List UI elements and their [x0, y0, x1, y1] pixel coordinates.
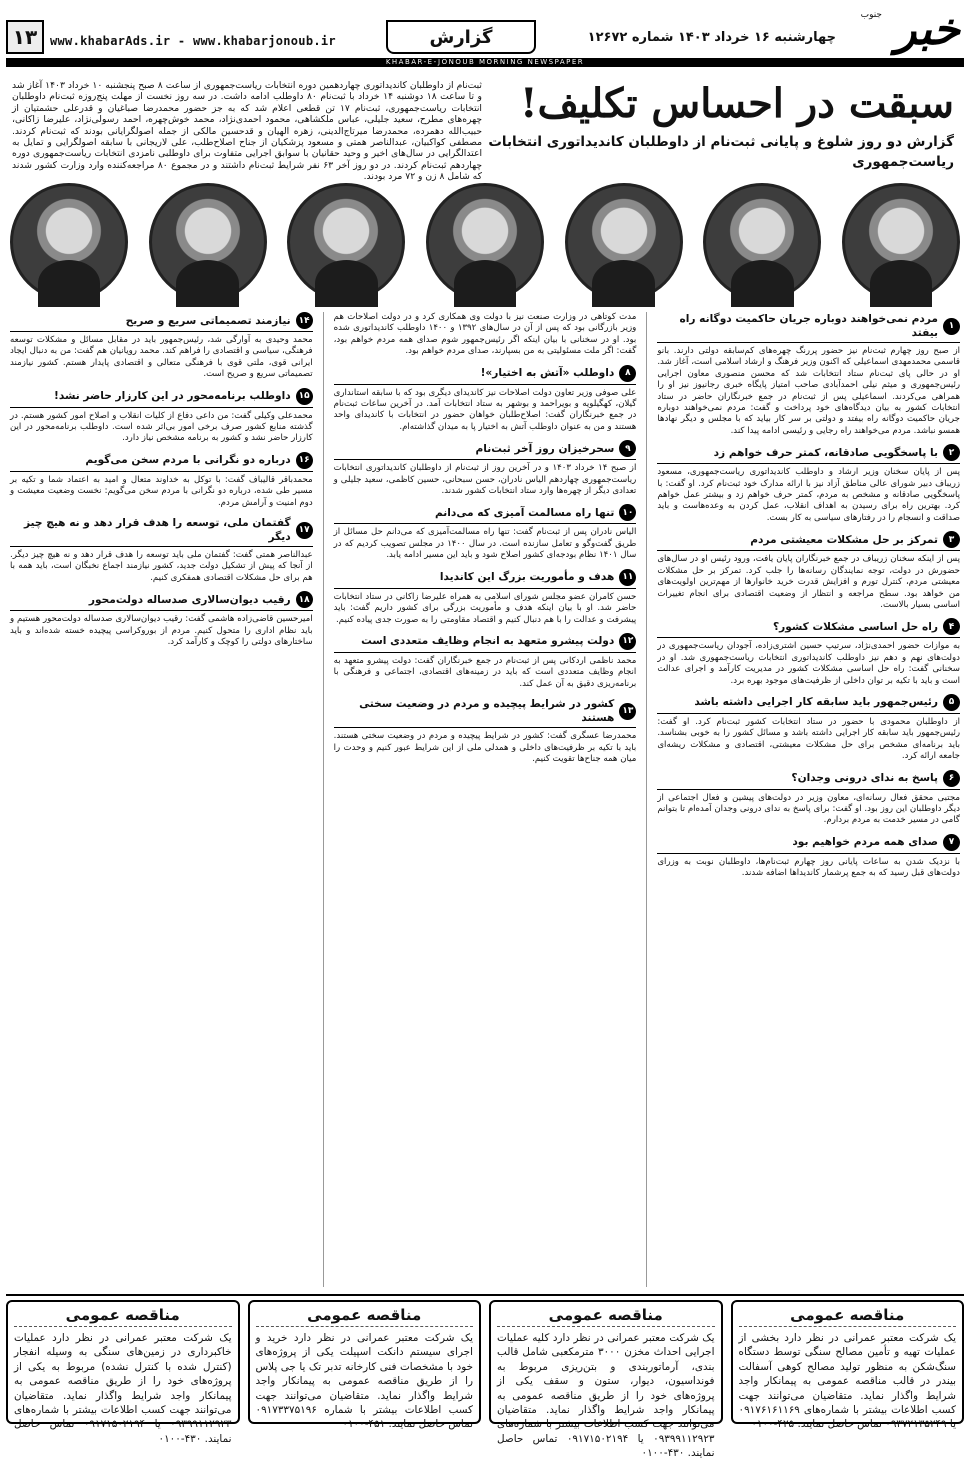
article-section [657, 531, 960, 611]
website-links[interactable]: www.khabarAds.ir - www.khabarjonoub.ir [50, 34, 336, 48]
article-section [657, 694, 960, 763]
section-title: داوطلب برنامه‌محور در این کارزار حاضر نشد! [54, 390, 291, 403]
section-title: داوطلب «آتش به اختیار»! [480, 367, 615, 380]
section-title: دولت پیشرو متعهد به انجام وظایف متعددی است [361, 635, 615, 648]
section-title: تمرکز بر حل مشکلات معیشتی مردم [750, 533, 938, 546]
issue-date: چهارشنبه ۱۶ خرداد ۱۴۰۳ شماره ۱۲۶۷۲ [587, 30, 836, 45]
section-number-badge: ۸ [619, 365, 636, 382]
section-heading [657, 770, 960, 790]
article-section [334, 504, 637, 561]
section-body: مدت کوتاهی در وزارت صنعت نیز با دولت وی همکاری کرد و در دولت اصلاحات هم وزیر بازرگانی بود که پس از آن در سال‌های ۱۳۹۲ و ۱۴۰۰ داوطلب کاندیداتوری شده بود. او در سخنانی با بیان اینکه اگر رئیس‌جمهور شوم صدای همه مردم خواهم بود، گفت: اگر ملت مسئولیتی به من بسپارند، صدای مردم خواهم بود. [333, 312, 637, 357]
section-title: مردم نمی‌خواهند دوباره جریان حاکمیت دوگانه راه بیفتد [679, 313, 938, 339]
section-heading [334, 569, 637, 589]
ad-title: مناقصه عمومی [739, 1306, 957, 1327]
newspaper-logo [854, 6, 964, 54]
sub-headline: گزارش دو روز شلوغ و پایانی ثبت‌نام از داوطلبان کاندیداتوری انتخابات ریاست‌جمهوری [488, 134, 954, 170]
section-body: حسن کامران عضو مجلس شورای اسلامی به همراه علیرضا زاکانی در ستاد انتخابات حاضر شد. او با بیان اینکه هدف و مأموریت بزرگی برای کشور داریم گفت: باید پیشرفت و عدالت را با هم دنبال کنیم و اقتصاد مقاومتی را به صورت جدی پیاده کنیم. [333, 591, 637, 625]
section-number-badge: ۱۷ [296, 522, 313, 539]
article-column [334, 312, 637, 1287]
page-number: ۱۳ [6, 20, 44, 54]
ad-body: یک شرکت معتبر عمرانی در نظر دارد خرید و اجرای سیستم دانکت اسپیلت یکی از پروژه‌های خود با مشخصات فنی کارخانه تدبر تک یا جی پلاس را از طریق مناقصه عمومی به پیمانکار واجد شرایط واگذار نماید. متقاضیان می‌توانند جهت کسب اطلاعات بیشتر با شماره ۰۹۱۷۳۳۷۵۱۹۶ تماس حاصل نمایند. ۴۵۱-۰۱۰۰ [255, 1332, 473, 1431]
candidate-photo [149, 183, 267, 301]
section-body: از صبح روز چهارم ثبت‌نام نیز حضور پررنگ چهره‌های کم‌سابقه دولتی دارند. بانو قاسمی محمدمهدی اسماعیلی که اکنون وزیر فرهنگ و ارشاد اسلامی است، آغاز شد. او در حالی پای ثبت‌نام ستاد انتخابات شد که محسن منصوری معاون اجرایی رئیس‌جمهوری و میثم نیلی احمدآبادی صاحب امتیاز پایگاه خبری رجانیوز نیز او را همراهی می‌کردند. اسماعیلی پس از ثبت‌نام در جمع خبرنگاران حاضر در ستاد انتخابات کشور به بیان دیدگاه‌های خود پرداخت و گفت: مردم نمی‌خواهند دوباره جریان حاکمیت دوگانه راه بیفتد و دولتی بر سر کار بیاید که با مجلس و دیگر نهادها همسو نباشد. مردم می‌خواهند راه رجایی و رئیسی ادامه پیدا کند. [657, 346, 960, 436]
ads-divider [6, 1294, 964, 1296]
section-body: محمدباقر قالیباف گفت: با توکل به خداوند متعال و امید به اعتماد شما و تکیه بر مسیر طی شده، درباره دو نگرانی با مردم سخن می‌گویم: نخست وضعیت معیشت و دوم امنیت و آرامش مردم. [9, 474, 313, 508]
section-number-badge: ۳ [943, 531, 960, 548]
section-number-badge: ۱۵ [296, 388, 313, 405]
article-section [334, 569, 637, 626]
headline-block [484, 80, 954, 170]
classified-ads-row [6, 1300, 964, 1460]
section-heading [657, 834, 960, 854]
section-body: محمدعلی وکیلی گفت: من داعی دفاع از کلیات انقلاب و اصلاح امور کشور هستم. در گذشته منابع کشور صرف برخی امور بی‌اثر شده است. داوطلب برنامه‌محور در این کارزار حاضر نشد و کشور به برنامه مشخص نیاز دارد. [9, 410, 313, 444]
section-body: امیرحسین قاضی‌زاده هاشمی گفت: رقیب دیوان‌سالاری صدساله دولت‌محور هستیم و باید نظام اداری را متحول کنیم. مردم از بوروکراسی پیچیده خسته شده‌اند و باید ساختارهای دولتی را کوچک و کارآمد کرد. [9, 614, 313, 648]
lead-paragraph: ثبت‌نام از داوطلبان کاندیداتوری چهاردهمین دوره انتخابات ریاست‌جمهوری از ساعت ۸ صبح پنجشنبه ۱۰ خرداد ۱۴۰۳ آغاز شد و تا ساعت ۱۸ دوشنبه ۱۴ خرداد با ثبت‌نام ۸۰ داوطلب ادامه داشت. در سه روز نخست از مهلت پنج‌روزه ثبت‌نام داوطلبان انتخابات ریاست‌جمهوری، ثبت‌نام ۱۷ تن قطعی اعلام شد که به جز حضور محمدرضا صباغیان و قدرعلی حشمتیان از چهره‌های مطرح، سعید جلیلی، عباس ملکشاهی، محمود احمدی‌نژاد، محمد خوش‌چهره، احمد رسولی‌نژاد، علیرضا زاکانی، حبیب‌الله دهمرده، محمدرضا میرتاج‌الدینی، زهره الهیان و قدحسین مالکی از جمله اصولگرایانی بودند که ثبت‌نام کردند. مصطفی کواکبیان، عبدالناصر همتی و مسعود پزشکیان از جناح اصلاح‌طلب، علی لاریجانی با سابقه اصولگرایی و تمایل به اعتدالگرایی در سال‌های اخیر و وحید حقانیان با سوابق اجرایی متفاوت برای داوطلبی نامزدی انتخابات ریاست‌جمهوری دوره چهاردهم ثبت‌نام کردند. در دو روز آخر ۶۳ نفر شرایط ثبت‌نام داشتند و در مجموع ۸۰ مراجعه‌کننده وارد وزارت کشور شدند که شامل ۸ زن و ۷۲ مرد بودند. [12, 80, 483, 183]
section-number-badge: ۲ [943, 444, 960, 461]
masthead [6, 6, 964, 60]
section-number-badge: ۹ [619, 440, 636, 457]
section-heading [334, 365, 637, 385]
section-number-badge: ۷ [943, 834, 960, 851]
section-number-badge: ۵ [943, 694, 960, 711]
ad-title: مناقصه عمومی [256, 1306, 474, 1327]
section-heading [334, 504, 637, 524]
section-body: با نزدیک شدن به ساعات پایانی روز چهارم ثبت‌نام‌ها، داوطلبان نوبت به وزرای دولت‌های قبل رسید که به جمع پرشمار کاندیداها اضافه شدند. [657, 856, 960, 879]
section-title: رقیب دیوان‌سالاری صدساله دولت‌محور [88, 593, 291, 606]
main-headline: سبقت در احساس تکلیف! [519, 80, 954, 127]
article-section [10, 591, 313, 648]
candidate-photo [10, 183, 128, 301]
section-title: راه حل اساسی مشکلات کشور؟ [772, 620, 938, 633]
section-title: رئیس‌جمهور باید سابقه کار اجرایی داشته باشد [694, 696, 938, 709]
section-heading [657, 694, 960, 714]
column-divider [646, 312, 647, 1287]
article-section [334, 440, 637, 497]
section-title: نیازمند تصمیماتی سریع و صریح [125, 314, 291, 327]
article-section [10, 452, 313, 509]
section-heading [10, 312, 313, 332]
tender-ad [731, 1300, 965, 1431]
column-divider [323, 312, 324, 1287]
article-section [334, 633, 637, 690]
section-body: علی صوفی وزیر تعاون دولت اصلاحات نیز کاندیدای دیگری بود که با سابقه استانداری گیلان، کهگیلویه و بویراحمد و بوشهر به ستاد انتخابات آمد. در آخرین ساعات ثبت‌نام در جمع خبرنگاران گفت: اصلاح‌طلبان خواهان حضور در انتخابات با کاندیدای واحد هستند و من به عنوان داوطلب آتش به اختیار پا به میدان گذاشته‌ام. [333, 387, 637, 432]
section-number-badge: ۴ [943, 618, 960, 635]
article-section [657, 770, 960, 827]
section-title: تنها راه مسالمت آمیزی که می‌دانم [434, 506, 615, 519]
section-number-badge: ۱ [943, 318, 960, 335]
article-columns [10, 312, 960, 1287]
tender-ad [6, 1300, 240, 1445]
section-title: هدف و مأموریت بزرگ این کاندیدا [439, 571, 615, 584]
section-label: گزارش [386, 20, 536, 54]
section-title: سحرخیزان روز آخر ثبت‌نام [475, 442, 615, 455]
section-body: پس از پایان سخنان وزیر ارشاد و داوطلب کاندیداتوری ریاست‌جمهوری، مسعود زریباف دبیر شورای عالی مناطق آزاد نیز با ارائه مدارک خود ثبت‌نام کرد. او گفت: با پاسخگویی صادقانه و مشخص به مردم، کمتر حرف خواهم زد و بیشتر عمل خواهم کرد. بهترین راه برای رسیدن به اهداف انقلاب، عمل کردن به وعده‌هاست و باید صداقت و انسجام را در رفتارهای سیاسی به کار بست. [657, 467, 960, 523]
section-heading [657, 312, 960, 343]
article-section [657, 444, 960, 524]
logo-text: خبر [895, 4, 960, 55]
section-heading [10, 591, 313, 611]
section-number-badge: ۱۲ [619, 633, 636, 650]
section-heading [334, 633, 637, 653]
candidate-photo [565, 183, 683, 301]
section-body: محمد ناظمی اردکانی پس از ثبت‌نام در جمع خبرنگاران گفت: دولت پیشرو متعهد به انجام وظایف متعددی است که باید در زمینه‌های اقتصادی، اجتماعی و فرهنگی با برنامه‌ریزی دقیق به آن عمل کند. [333, 655, 637, 689]
section-heading [10, 516, 313, 547]
candidate-photo [703, 183, 821, 301]
section-body: از داوطلبان محمودی با حضور در ستاد انتخابات کشور ثبت‌نام کرد. او گفت: رئیس‌جمهور باید سابقه کار اجرایی داشته باشد و مسائل کشور را به خوبی بشناسد. باید برنامه‌ای مشخص برای حل مشکلات معیشتی، اقتصادی و مشکلات ریشه‌ای جامعه ارائه کرد. [657, 716, 960, 762]
article-section [657, 618, 960, 687]
section-body: مجتبی محقق فعال رسانه‌ای، معاون وزیر در دولت‌های پیشین و فعال اجتماعی از دیگر داوطلبان این روز بود. او گفت: برای پاسخ به ندای درونی وجدان آمده‌ام تا بتوانم گامی در مسیر خدمت به مردم بردارم. [657, 792, 960, 826]
ad-body: یک شرکت معتبر عمرانی در نظر دارد کلیه عملیات اجرایی احداث مخزن ۳۰۰۰ مترمکعبی شامل قالب بندی، آرماتوربندی و بتن‌ریزی مربوط به فونداسیون، دیوار، ستون و سقف یکی از پروژه‌های خود را از طریق مناقصه عمومی به پیمانکار واجد شرایط واگذار نماید. متقاضیان می‌توانند جهت کسب اطلاعات بیشتر با شماره‌های ۰۹۳۹۹۱۱۲۹۲۳ یا ۰۹۱۷۱۵۰۲۱۹۴ تماس حاصل نمایند. ۴۳۰-۰۱۰۰ [497, 1332, 715, 1460]
article-section [334, 697, 637, 765]
article-section [657, 834, 960, 880]
section-title: درباره دو نگرانی با مردم سخن می‌گویم [85, 454, 291, 467]
section-heading [657, 618, 960, 638]
article-section [334, 312, 637, 358]
section-number-badge: ۱۰ [619, 504, 636, 521]
section-title: پاسخ به ندای درونی وجدان؟ [791, 772, 938, 785]
section-body: به موازات حضور احمدی‌نژاد، سرتیپ حسین اشتری‌زاده، آجودان ریاست‌جمهوری در دولت‌های نهم و دهم نیز داوطلب کاندیداتوری انتخابات ریاست‌جمهوری شد. او در سخنانی گفت: راه حل اساسی مشکلات کشور در مدیریت کارآمد و اجرای عدالت است و باید با تکیه بر توان داخلی از ظرفیت‌های موجود بهره برد. [657, 641, 960, 686]
masthead-strip: KHABAR-E-JONOUB MORNING NEWSPAPER [6, 58, 964, 67]
section-number-badge: ۱۱ [619, 569, 636, 586]
section-title: کشور در شرایط پیچیده و مردم در وضعیت سختی هستند [359, 698, 615, 725]
ad-title: مناقصه عمومی [14, 1306, 232, 1327]
section-number-badge: ۱۶ [296, 452, 313, 469]
section-heading [657, 531, 960, 551]
tender-ad [489, 1300, 723, 1460]
section-heading [334, 440, 637, 460]
section-number-badge: ۱۴ [296, 312, 313, 329]
section-body: محمدرضا عسگری گفت: کشور در شرایط پیچیده و مردم در وضعیت سختی هستند. باید با تکیه بر ظرفیت‌های داخلی و همدلی ملی از این شرایط عبور کنیم و وحدت را میان همه جناح‌ها تقویت کنیم. [333, 731, 637, 764]
logo-subtext: جنوب [860, 10, 882, 20]
article-section [10, 388, 313, 445]
ad-title: مناقصه عمومی [497, 1306, 715, 1327]
section-body: الیاس نادران پس از ثبت‌نام گفت: تنها راه مسالمت‌آمیزی که می‌دانم حل مسائل از طریق گفت‌وگو و تعامل سازنده است. در سال ۱۴۰۰ در مجلس تصویب کردیم که در سال ۱۴۰۱ نظام بودجه‌ای کشور اصلاح شود و باید این مسیر ادامه یابد. [333, 527, 637, 561]
section-heading [10, 388, 313, 408]
section-heading [10, 452, 313, 472]
section-body: پس از اینکه سخنان زریباف در جمع خبرنگاران پایان یافت، ورود رئیس او در سال‌های حضورش در دولت، توجه نمایندگان رسانه‌ها را جلب کرد. تمرکز بر حل مشکلات معیشتی مردم، کنترل تورم و افزایش قدرت خرید خانوارها از مهم‌ترین اولویت‌های من خواهد بود. سطح مراجعه و انتظار از وضعیت اقتصادی برای انجام تغییرات اساسی بسیار بالاست. [657, 554, 960, 610]
article-section [657, 312, 960, 437]
article-column [657, 312, 960, 1287]
candidate-photo [287, 183, 405, 301]
section-body: محمد وحیدی به آوارگی شد، رئیس‌جمهور باید در مقابل مسائل و مشکلات توسعه فرهنگی، سیاسی و اقتصادی را فراهم کند. محمد رویانیان هم گفت: من به دنبال ایجاد ایرانی قوی، ملتی قوی با فرهنگی متعالی و اقتصادی پایدار هستم. کشور نیازمند تصمیماتی سریع و صریح است. [9, 335, 313, 380]
section-title: با پاسخگویی صادقانه، کمتر حرف خواهم زد [713, 446, 938, 459]
article-column [10, 312, 313, 1287]
section-title: گفتمان ملی، توسعه را هدف قرار دهد و نه هیچ چیز دیگر [23, 517, 291, 544]
tender-ad [248, 1300, 482, 1431]
article-section [10, 312, 313, 381]
section-title: صدای همه مردم خواهیم بود [792, 836, 938, 849]
section-number-badge: ۱۸ [296, 591, 313, 608]
section-number-badge: ۶ [943, 770, 960, 787]
section-heading [657, 444, 960, 464]
article-section [10, 516, 313, 584]
section-body: از صبح ۱۴ خرداد ۱۴۰۳ و در آخرین روز از ثبت‌نام از داوطلبان کاندیداتوری انتخابات ریاست‌جمهوری چهاردهم الیاس نادران، حسن سبحانی، حسین کاظمی، سعید جلیلی و تعدادی دیگر از چهره‌ها وارد ستاد انتخابات کشور شدند. [333, 463, 637, 497]
section-number-badge: ۱۳ [619, 703, 636, 720]
section-body: عبدالناصر همتی گفت: گفتمان ملی باید توسعه را هدف قرار دهد و نه هیچ چیز دیگر. از آنجا که پیش از تشکیل دولت جدید، کشور نیازمند اجماع نخبگان است، باید همه با هم برای حل مشکلات اقتصادی همفکری کنیم. [9, 550, 313, 583]
article-section [334, 365, 637, 434]
candidate-photo [842, 183, 960, 301]
ad-body: یک شرکت معتبر عمرانی در نظر دارد بخشی از عملیات تهیه و تأمین مصالح سنگی توسط دستگاه سنگ‌شکن به منظور تولید مصالح کوهی آسفالت بیندر در قالب مناقصه عمومی به پیمانکار واجد شرایط واگذار نماید. متقاضیان می‌توانند جهت کسب اطلاعات بیشتر با شماره‌های ۰۹۱۷۶۱۶۱۱۶۹ یا ۰۹۳۷۲۱۳۵۲۴۹ تماس حاصل نمایند. ۴۲۵-۰۱۰۰ [738, 1332, 956, 1431]
ad-body: یک شرکت معتبر عمرانی در نظر دارد عملیات خاکبرداری در زمین‌های سنگی به وسیله انفجار (کنترل شده با کنترل نشده) مربوط به یکی از پروژه‌های خود را از طریق مناقصه عمومی به پیمانکار واجد شرایط واگذار نماید. متقاضیان می‌توانند جهت کسب اطلاعات بیشتر با شماره‌های ۰۹۳۹۹۱۱۲۹۲۳ یا ۰۹۱۷۱۵۰۲۱۹۴ تماس حاصل نمایند. ۴۳۰-۰۱۰۰ [14, 1332, 232, 1445]
section-heading [334, 697, 637, 728]
candidate-photos-row [10, 178, 960, 306]
candidate-photo [426, 183, 544, 301]
